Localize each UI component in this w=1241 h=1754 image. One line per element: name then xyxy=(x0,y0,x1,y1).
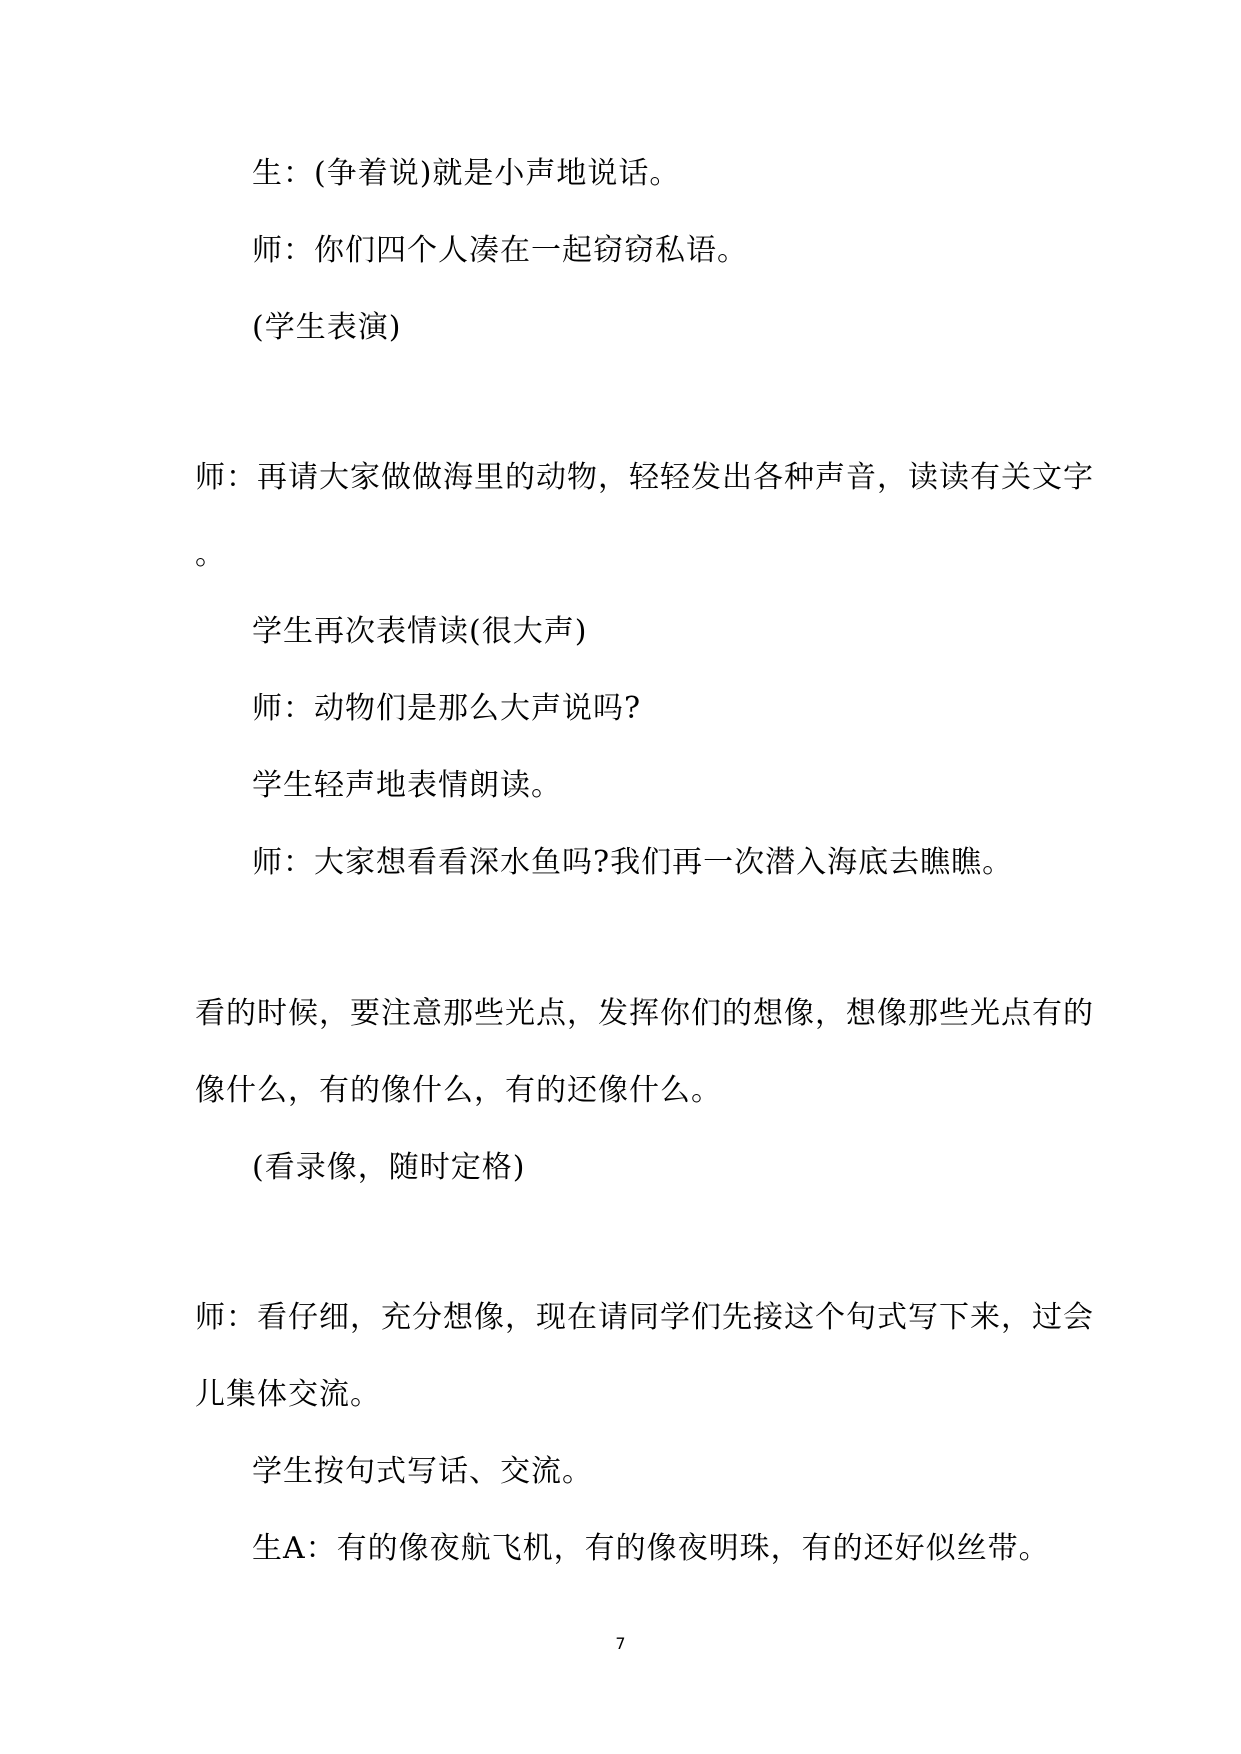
paragraph-line: 师：再请大家做做海里的动物，轻轻发出各种声音，读读有关文字 xyxy=(195,460,1094,495)
paragraph-line: 像什么，有的像什么，有的还像什么。 xyxy=(195,1073,722,1108)
paragraph-line: 学生轻声地表情朗读。 xyxy=(252,768,562,803)
paragraph-line: 学生按句式写话、交流。 xyxy=(252,1454,593,1489)
paragraph-line: 学生再次表情读(很大声) xyxy=(252,614,588,649)
paragraph-line: 儿集体交流。 xyxy=(195,1377,381,1412)
paragraph-line: 师：你们四个人凑在一起窃窃私语。 xyxy=(252,233,748,268)
paragraph-line: 师：动物们是那么大声说吗? xyxy=(252,691,642,726)
paragraph-line: 。 xyxy=(195,537,226,572)
paragraph-line: 生：(争着说)就是小声地说话。 xyxy=(252,156,681,191)
paragraph-line: (看录像，随时定格) xyxy=(252,1150,526,1185)
paragraph-line: 看的时候，要注意那些光点，发挥你们的想像，想像那些光点有的 xyxy=(195,996,1094,1031)
paragraph-line: 生A：有的像夜航飞机，有的像夜明珠，有的还好似丝带。 xyxy=(252,1531,1050,1566)
page-number: 7 xyxy=(615,1634,626,1653)
paragraph-line: (学生表演) xyxy=(252,310,402,345)
paragraph-line: 师：大家想看看深水鱼吗?我们再一次潜入海底去瞧瞧。 xyxy=(252,845,1014,880)
paragraph-line: 师：看仔细，充分想像，现在请同学们先接这个句式写下来，过会 xyxy=(195,1300,1094,1335)
